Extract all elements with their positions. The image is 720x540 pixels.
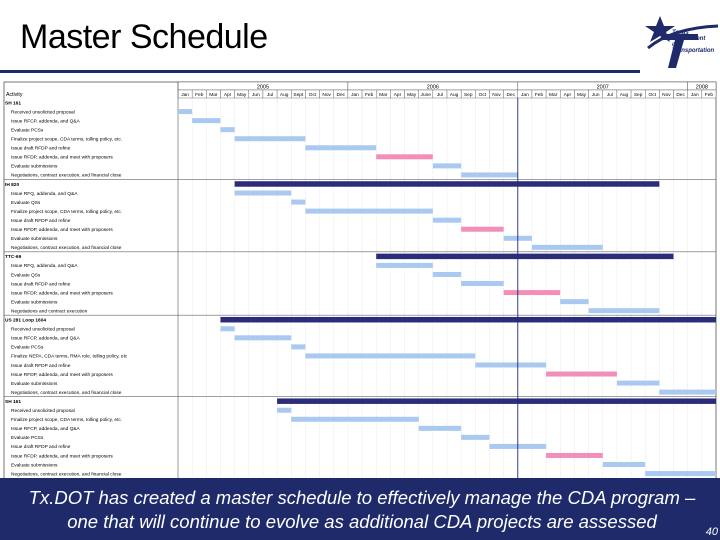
- task-label: Finalize NEPA, CDA terms, RMA role, tolling policy, etc: [11, 354, 128, 360]
- project-bar: [220, 317, 716, 323]
- task-bar: [433, 163, 461, 168]
- proposal-bar: [504, 290, 561, 295]
- task-bar: [659, 390, 716, 395]
- month-label: May: [576, 93, 587, 98]
- month-label: Mar: [379, 93, 388, 98]
- task-bar: [603, 462, 645, 467]
- task-bar: [461, 281, 503, 286]
- task-label: Evaluate submissions: [11, 300, 58, 306]
- task-bar: [220, 326, 234, 331]
- task-bar: [291, 417, 418, 422]
- activity-header: Activity: [6, 92, 23, 98]
- project-bar: [235, 181, 660, 187]
- task-label: Issue RFQ, addenda, and Q&A: [11, 264, 78, 270]
- month-label: Jan: [521, 93, 529, 98]
- task-bar: [645, 471, 716, 476]
- month-label: Jul: [436, 93, 443, 98]
- project-label: SH 161: [5, 101, 21, 107]
- task-label: Issue RFCP, addenda, and Q&A: [11, 427, 80, 433]
- task-label: Negotiations, contract execution, and financial close: [11, 246, 122, 252]
- month-label: Apr: [393, 93, 402, 98]
- month-label: Apr: [223, 93, 232, 98]
- month-label: Jan: [351, 93, 359, 98]
- project-label: US 281 Loop 1604: [5, 318, 47, 324]
- task-label: Received unsolicited proposal: [11, 110, 75, 116]
- task-bar: [178, 109, 192, 114]
- task-bar: [617, 381, 659, 386]
- month-label: Feb: [534, 93, 544, 98]
- task-bar: [461, 435, 489, 440]
- month-label: Oct: [308, 93, 317, 98]
- proposal-bar: [376, 154, 433, 159]
- task-label: Issue draft RFDP and refine: [11, 218, 71, 224]
- task-label: Negotiations, contract execution, and financial close: [11, 390, 122, 396]
- month-label: Oct: [648, 93, 657, 98]
- footer-text: Tx.DOT has created a master schedule to effectively manage the CDA program – one that will continue to evolve as additional CDA projects are assessed: [28, 487, 696, 532]
- month-label: Sep: [463, 93, 473, 98]
- task-label: Issue draft RFDP and refine: [11, 363, 71, 369]
- task-bar: [291, 200, 305, 205]
- proposal-bar: [461, 227, 503, 232]
- month-label: Aug: [279, 93, 289, 98]
- month-label: Aug: [619, 93, 629, 98]
- task-bar: [305, 209, 432, 214]
- task-bar: [433, 218, 461, 223]
- task-label: Finalize project scope, CDA terms, tolling policy, etc.: [11, 418, 123, 424]
- proposal-bar: [546, 453, 603, 458]
- project-bar: [376, 254, 673, 260]
- task-label: Negotiations, contract execution, and financial close: [11, 173, 122, 179]
- month-label: Dec: [336, 93, 346, 98]
- month-label: June: [420, 93, 431, 98]
- task-label: Finalize project scope, CDA terms, tolling policy, etc.: [11, 209, 123, 215]
- task-bar: [475, 362, 546, 367]
- task-bar: [235, 136, 306, 141]
- task-bar: [419, 426, 461, 431]
- task-label: Finalize project scope, CDA terms, tolling policy, etc.: [11, 137, 123, 143]
- task-bar: [376, 263, 433, 268]
- year-label: 2005: [256, 84, 270, 91]
- month-label: May: [407, 93, 417, 98]
- project-label: SH 161: [5, 399, 21, 405]
- task-bar: [305, 145, 376, 150]
- task-bar: [235, 335, 292, 340]
- task-label: Issue RFQ, addenda, and Q&A: [11, 191, 78, 197]
- task-label: Issue draft RFDP and refine: [11, 445, 71, 451]
- project-bar: [277, 398, 716, 404]
- month-label: Feb: [704, 93, 714, 98]
- task-label: Negotiations, contract execution, and financial close: [11, 472, 122, 478]
- month-label: Mar: [209, 93, 218, 98]
- task-label: Received unsolicited proposal: [11, 327, 75, 333]
- task-bar: [532, 245, 603, 250]
- logo-line: Department: [672, 36, 706, 42]
- task-bar: [461, 172, 518, 177]
- task-label: Evaluate QSs: [11, 200, 41, 206]
- task-bar: [220, 127, 234, 132]
- task-label: Received unsolicited proposal: [11, 409, 75, 414]
- task-bar: [560, 299, 588, 304]
- month-label: Apr: [563, 93, 572, 98]
- proposal-bar: [546, 372, 617, 377]
- month-label: Mar: [549, 93, 558, 98]
- month-label: Dec: [676, 93, 685, 98]
- month-label: Dec: [506, 93, 515, 98]
- task-label: Evaluate submissions: [11, 463, 58, 469]
- task-label: Evaluate PCSs: [11, 345, 44, 351]
- year-label: 2008: [695, 84, 708, 91]
- task-label: Negotiations and contract execution: [11, 309, 88, 315]
- project-label: TTC-69: [5, 255, 22, 261]
- month-label: Oct: [478, 93, 487, 98]
- task-bar: [277, 408, 291, 413]
- page-title: Master Schedule: [20, 18, 268, 56]
- task-label: Issue draft RFDP and refine: [11, 282, 71, 288]
- month-label: Feb: [195, 93, 204, 98]
- task-bar: [305, 353, 475, 358]
- month-label: May: [237, 93, 247, 98]
- task-bar: [291, 344, 305, 349]
- task-label: Issue RFDP, addenda, and meet with proposers: [11, 228, 113, 233]
- task-label: Issue RFDP, addenda, and meet with proposers: [11, 372, 113, 378]
- task-bar: [235, 191, 292, 196]
- page-number: 40: [705, 526, 718, 538]
- month-label: Jun: [252, 93, 260, 98]
- task-label: Issue draft RFDP and refine: [11, 146, 71, 152]
- month-label: Aug: [449, 93, 459, 98]
- month-label: Feb: [364, 93, 374, 98]
- task-label: Issue RFDP, addenda, and meet with proposers: [11, 155, 113, 161]
- task-label: Evaluate PCSs: [11, 436, 44, 442]
- task-label: Issue RFCP, addenda, and Q&A: [11, 119, 80, 125]
- month-label: Jun: [591, 93, 600, 98]
- task-label: Issue RFCP, addenda, and Q&A: [11, 336, 80, 342]
- month-label: Jan: [181, 93, 189, 98]
- task-label: Evaluate submissions: [11, 381, 58, 387]
- month-label: Jul: [266, 93, 274, 98]
- task-label: Evaluate PCSs: [11, 128, 44, 134]
- task-label: Evaluate QSs: [11, 273, 41, 279]
- task-label: Issue RFDP, addenda, and meet with proposers: [11, 454, 113, 460]
- year-label: 2006: [426, 84, 439, 91]
- project-label: IH 820: [5, 182, 20, 188]
- month-label: Jul: [606, 93, 613, 98]
- month-label: Jan: [690, 93, 699, 98]
- month-label: Sept: [293, 93, 304, 98]
- month-label: Nov: [662, 93, 671, 98]
- task-bar: [433, 272, 461, 277]
- task-bar: [192, 118, 220, 123]
- logo-line: Texas: [672, 30, 689, 36]
- task-label: Evaluate submissions: [11, 237, 58, 243]
- year-label: 2007: [596, 84, 609, 91]
- month-label: Sep: [633, 93, 643, 98]
- month-label: Nov: [492, 93, 501, 98]
- month-label: Nov: [322, 93, 331, 98]
- task-label: Evaluate submissions: [11, 164, 58, 170]
- task-label: Issue RFDP, addenda, and meet with proposers: [11, 291, 113, 297]
- logo-line: of Transportation: [672, 42, 715, 54]
- task-bar: [589, 308, 660, 313]
